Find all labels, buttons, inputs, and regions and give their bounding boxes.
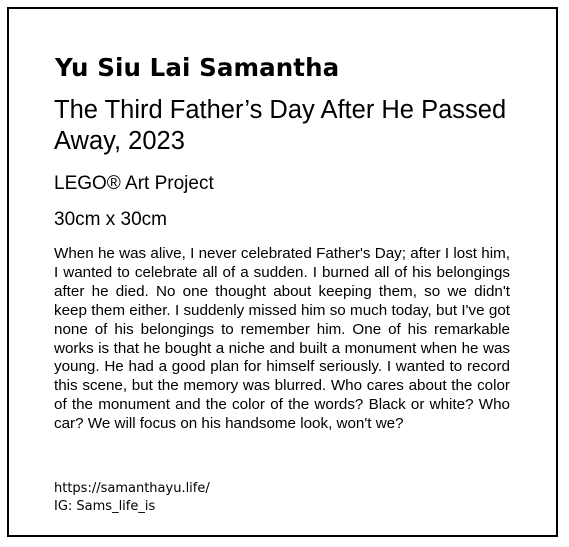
artwork-description: When he was alive, I never celebrated Father's Day; after I lost him, I wanted to celebrate all of a sudden. I burned all of his belongings after he died. No one thought about keeping them, so we didn't keep them either. I suddenly missed him so much today, but I've got none of his belongings to remember him. One of his remarkable works is that he bought a niche and built a monument when he was young. He had a good plan for himself seriously. I wanted to record this scene, but the memory was blurred. Who cares about the color of the monument and the color of the words? Black or white? Who car? We will focus on his handsome look, won't we? [54, 245, 510, 433]
artwork-label-card [7, 7, 558, 537]
project-name: LEGO® Art Project [54, 173, 214, 194]
artist-name: Yu Siu Lai Samantha [55, 53, 340, 82]
artwork-title: The Third Father’s Day After He Passed Away, 2023 [54, 96, 507, 155]
artwork-dimensions: 30cm x 30cm [54, 209, 167, 230]
website-link[interactable]: https://samanthayu.life/ [54, 481, 210, 496]
instagram-handle: IG: Sams_life_is [54, 499, 156, 514]
contact-links [54, 480, 210, 516]
